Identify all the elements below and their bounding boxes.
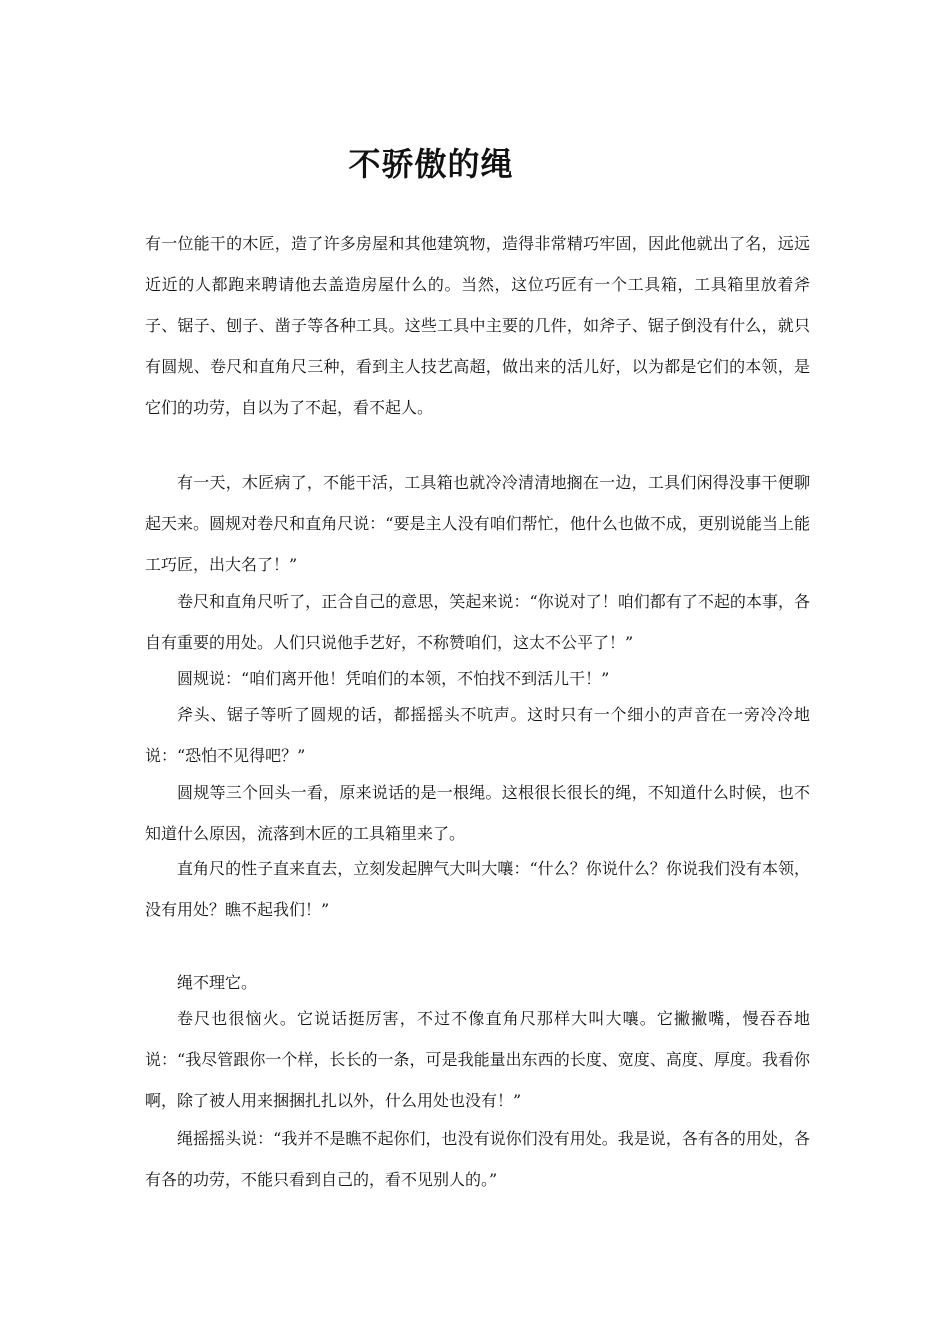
paragraph-7: 直角尺的性子直来直去，立刻发起脾气大叫大嚷：“什么？你说什么？你说我们没有本领，没有用处？瞧不起我们！” — [145, 859, 810, 919]
paragraph-3: 卷尺和直角尺听了，正合自己的意思，笑起来说：“你说对了！咱们都有了不起的本事，各自有重要的用处。人们只说他手艺好，不称赞咱们，这太不公平了！” — [145, 592, 810, 652]
paragraph-6: 圆规等三个回头一看，原来说话的是一根绳。这根很长很长的绳，不知道什么时候，也不知道什么原因，流落到木匠的工具箱里来了。 — [145, 783, 810, 843]
paragraph-5: 斧头、锯子等听了圆规的话，都摇摇头不吭声。这时只有一个细小的声音在一旁冷冷地说：“恐怕不见得吧？” — [145, 705, 810, 765]
paragraph-9: 卷尺也很恼火。它说话挺厉害，不过不像直角尺那样大叫大嚷。它撇撇嘴，慢吞吞地说：“我尽管跟你一个样，长长的一条，可是我能量出东西的长度、宽度、高度、厚度。我看你啊，除了被人用来捆捆扎扎以外，什么用处也没有！” — [145, 1009, 810, 1110]
paragraph-2: 有一天，木匠病了，不能干活，工具箱也就冷冷清清地搁在一边，工具们闲得没事干便聊起天来。圆规对卷尺和直角尺说：“要是主人没有咱们帮忙，他什么也做不成，更别说能当上能工巧匠，出大名了！” — [145, 473, 810, 574]
document-title: 不骄傲的绳 — [348, 145, 514, 183]
paragraph-10: 绳摇摇头说：“我并不是瞧不起你们，也没有说你们没有用处。我是说，各有各的用处，各有各的功劳，不能只看到自己的，看不见别人的。” — [145, 1129, 810, 1189]
paragraph-1: 有一位能干的木匠，造了许多房屋和其他建筑物，造得非常精巧牢固，因此他就出了名，远远近近的人都跑来聘请他去盖造房屋什么的。当然，这位巧匠有一个工具箱，工具箱里放着斧子、锯子、刨子、凿子等各种工具。这些工具中主要的几件，如斧子、锯子倒没有什么，就只有圆规、卷尺和直角尺三种，看到主人技艺高超，做出来的活儿好，以为都是它们的本领，是它们的功劳，自以为了不起，看不起人。 — [145, 234, 810, 417]
paragraph-4: 圆规说：“咱们离开他！凭咱们的本领，不怕找不到活儿干！” — [177, 669, 610, 688]
paragraph-8: 绳不理它。 — [177, 973, 258, 992]
